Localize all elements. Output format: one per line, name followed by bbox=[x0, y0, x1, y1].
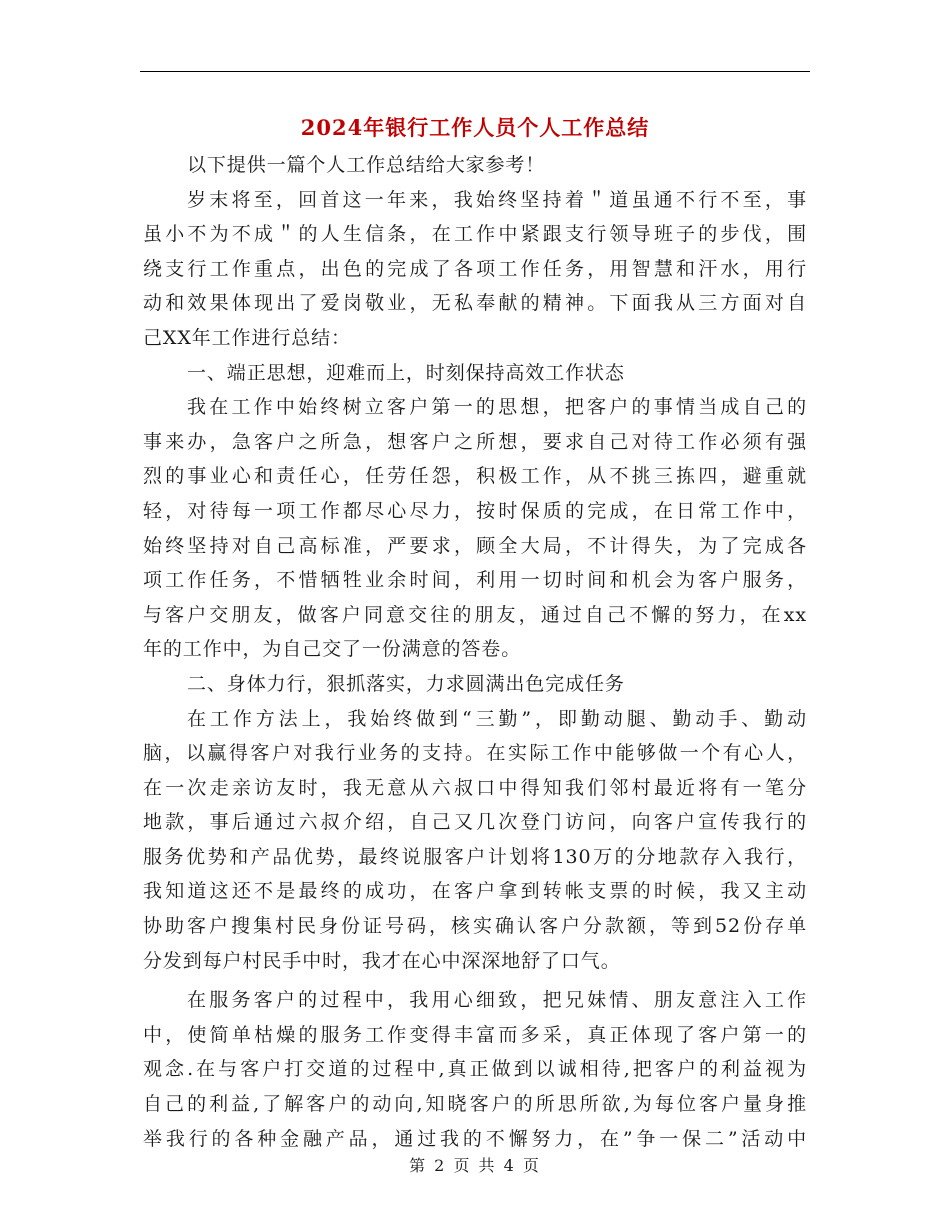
body-line: 地款，事后通过六叔介绍，自己又几次登门访问，向客户宣传我行的 bbox=[143, 811, 807, 834]
body-line: 始终坚持对自己高标准，严要求，顾全大局，不计得失，为了完成各 bbox=[143, 534, 807, 557]
body-line: 脑，以赢得客户对我行业务的支持。在实际工作中能够做一个有心人， bbox=[143, 742, 807, 765]
body-line: 年的工作中，为自己交了一份满意的答卷。 bbox=[143, 638, 522, 661]
body-line: 虽小不为不成＂的人生信条，在工作中紧跟支行领导班子的步伐，围 bbox=[143, 223, 807, 246]
section-heading-1: 一、端正思想，迎难而上，时刻保持高效工作状态 bbox=[187, 361, 625, 384]
body-line: 服务优势和产品优势，最终说服客户计划将130万的分地款存入我行， bbox=[143, 845, 807, 868]
body-line: 己XX年工作进行总结： bbox=[143, 326, 351, 349]
body-line: 分发到每户村民手中时，我才在心中深深地舒了口气。 bbox=[143, 949, 621, 972]
header-rule bbox=[140, 71, 810, 72]
page-number: 第 2 页 共 4 页 bbox=[409, 1156, 541, 1175]
body-line: 绕支行工作重点，出色的完成了各项工作任务，用智慧和汗水，用行 bbox=[143, 257, 807, 280]
body-line: 烈的事业心和责任心，任劳任怨，积极工作，从不挑三拣四，避重就 bbox=[143, 465, 807, 488]
body-line: 在服务客户的过程中，我用心细致，把兄妹情、朋友意注入工作 bbox=[187, 989, 807, 1012]
intro-line: 以下提供一篇个人工作总结给大家参考！ bbox=[187, 154, 546, 176]
body-line: 自己的利益,了解客户的动向,知晓客户的所思所欲,为每位客户量身推 bbox=[143, 1093, 807, 1116]
body-line: 动和效果体现出了爱岗敬业，无私奉献的精神。下面我从三方面对自 bbox=[143, 292, 807, 315]
document-body bbox=[143, 148, 807, 1156]
body-line: 岁末将至，回首这一年来，我始终坚持着＂道虽通不行不至，事 bbox=[187, 188, 807, 211]
section-heading-2: 二、身体力行，狠抓落实，力求圆满出色完成任务 bbox=[187, 672, 625, 695]
body-line: 项工作任务，不惜牺牲业余时间，利用一切时间和机会为客户服务， bbox=[143, 569, 807, 592]
body-line: 我知道这还不是最终的成功，在客户拿到转帐支票的时候，我又主动 bbox=[143, 880, 807, 903]
body-line: 中，使简单枯燥的服务工作变得丰富而多采，真正体现了客户第一的 bbox=[143, 1023, 807, 1046]
body-line: 在一次走亲访友时，我无意从六叔口中得知我们邻村最近将有一笔分 bbox=[143, 776, 807, 799]
document-title: 2024年银行工作人员个人工作总结 bbox=[300, 115, 650, 140]
body-line: 举我行的各种金融产品，通过我的不懈努力，在”争一保二”活动中 bbox=[143, 1127, 807, 1150]
body-line: 在工作方法上，我始终做到“三勤”，即勤动腿、勤动手、勤动 bbox=[187, 707, 807, 730]
body-line: 协助客户搜集村民身份证号码，核实确认客户分款额，等到52份存单 bbox=[143, 915, 807, 938]
body-line: 与客户交朋友，做客户同意交往的朋友，通过自己不懈的努力，在xx bbox=[143, 603, 807, 626]
body-line: 我在工作中始终树立客户第一的思想，把客户的事情当成自己的 bbox=[187, 396, 807, 419]
body-line: 轻，对待每一项工作都尽心尽力，按时保质的完成，在日常工作中， bbox=[143, 499, 807, 522]
body-line: 观念.在与客户打交道的过程中,真正做到以诚相待,把客户的利益视为 bbox=[143, 1058, 807, 1081]
body-line: 事来办，急客户之所急，想客户之所想，要求自己对待工作必须有强 bbox=[143, 430, 807, 453]
